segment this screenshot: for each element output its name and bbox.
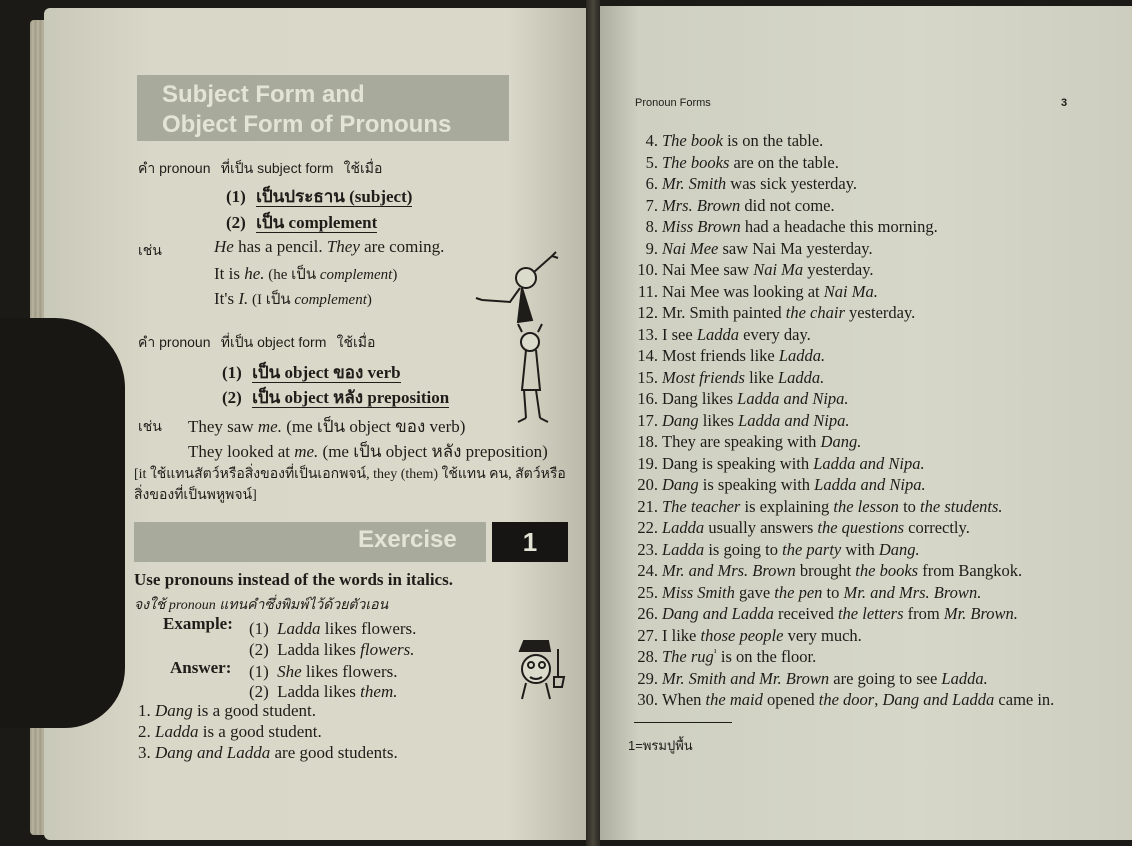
object-example-2-b: me. [294,442,319,461]
item-2-b: is a good student. [198,722,322,741]
list-item-text: to [822,582,844,602]
list-item-text: is speaking with [698,475,815,494]
list-item [622,604,1092,626]
subject-intro-c: ใช้เมื่อ [343,160,383,176]
list-item [622,690,1092,712]
object-intro-a: คำ pronoun [138,334,211,350]
list-item [622,217,1092,239]
note-line-2: สิ่งของที่เป็นพหูพจน์] [134,488,257,503]
object-intro-c: ใช้เมื่อ [336,334,376,350]
example-line-1 [214,237,444,257]
list-item [622,647,1092,669]
list-item [622,153,1092,175]
list-item-text: the students. [920,496,1003,516]
list-item-text: the chair [785,303,845,322]
list-item-text: is on the floor. [716,647,817,666]
list-item-text: Ladda. [777,367,825,387]
list-item-number: 19. [637,453,658,473]
list-item [622,583,1092,605]
list-item-number: 25. [637,582,658,602]
answer-2-num: (2) [249,682,269,701]
list-item-text: Ladda and Nipa. [738,410,850,430]
list-item-text: yesterday. [803,260,874,279]
list-item-text: did not come. [740,195,835,215]
list-item-text: to [898,496,921,516]
running-header: Pronoun Forms [635,97,711,109]
item-3-a: Dang and Ladda [155,743,271,762]
list-item [622,518,1092,540]
list-item-text: Nai Mee was looking at [662,281,824,301]
list-item-text: the lesson [833,496,899,516]
example-2-num: (2) [249,640,269,659]
example-2-a: Ladda likes [277,640,361,659]
example-word-2: เช่น [138,418,162,434]
list-item-text: I see [662,324,697,344]
list-item-text: Mr. and Mrs. Brown [662,561,796,580]
list-item-text: They are speaking with [662,432,821,451]
example-line-2-d: complement [319,267,393,283]
title-line-2: Object Form of Pronouns [162,111,452,138]
list-item-text: Mr. Smith [662,174,727,193]
list-item [622,239,1092,261]
list-item-text: Mr. Smith and Mr. Brown [662,668,830,688]
list-item-text: the maid [705,690,763,709]
list-item-text: the letters [837,604,904,623]
list-item-number: 20. [637,475,658,494]
list-item-text: every day. [739,324,811,344]
list-item [622,389,1092,411]
subject-intro-b: ที่เป็น subject form [220,160,334,176]
answer-1-num: (1) [249,662,269,681]
item-2-a: Ladda [155,722,199,741]
item-2-num: 2. [138,722,151,741]
list-item-text: The books [662,152,730,172]
object-rule-1-num: (1) [222,363,242,382]
list-item-text: Dang. [820,432,862,451]
list-item-text: opened [762,690,819,709]
list-item-number: 12. [637,303,658,322]
list-item-number: 24. [637,561,658,580]
list-item [622,325,1092,347]
object-example-1-b: me. [257,417,282,436]
subject-rule-1-num: (1) [226,187,246,206]
list-item-text: those people [700,625,784,645]
list-item [622,411,1092,433]
list-item-text: I like [662,625,701,645]
note-line-1: [it ใช้แทนสัตว์หรือสิ่งของที่เป็นเอกพจน์, they (them) ใช้แทน คน, สัตว์หรือ [134,467,566,482]
list-item-text: likes [698,410,739,430]
list-item-text: from [903,604,944,623]
list-item-text: gave [734,582,775,602]
list-item-number: 30. [637,690,658,709]
list-item-number: 5. [645,152,658,172]
list-item-text: Dang and Ladda [662,604,774,623]
example-2-b: flowers. [360,640,415,659]
example-word: เช่น [138,242,162,258]
answer-2-a: Ladda likes [277,682,361,701]
list-item [622,303,1092,325]
list-item [622,196,1092,218]
list-item-number: 27. [637,625,658,645]
list-item [622,497,1092,519]
list-item-text: Ladda and Nipa. [814,475,926,494]
example-line-2-e: ) [392,267,398,283]
exercise-instruction: Use pronouns instead of the words in italics. [134,570,453,589]
example-line-1-b: has a pencil. [233,237,327,256]
list-item-text: Dang [662,410,699,430]
list-item-text: Dang is speaking with [662,453,814,473]
list-item [622,432,1092,454]
list-item-text: Ladda and Nipa. [737,389,849,408]
answer-1 [249,662,397,682]
item-1-a: Dang [155,701,193,720]
list-item-text: was sick yesterday. [726,174,858,193]
object-example-1-a: They saw [188,417,258,436]
cartoon-children-illustration [474,250,570,425]
exercise-number: 1 [492,522,568,562]
exercise-list [622,131,1092,712]
book-spine [586,0,600,846]
list-item [622,475,1092,497]
list-item-text: came in. [994,690,1055,709]
subject-rule-2-num: (2) [226,213,246,232]
list-item-text: , [874,690,883,709]
list-item [622,626,1092,648]
example-1-a: Ladda [277,619,321,638]
answer-2-b: them. [360,682,398,701]
example-line-2 [214,262,397,286]
list-item-text: with [841,539,879,559]
list-item [622,174,1092,196]
list-item-number: 6. [645,174,658,193]
example-line-1-d: are coming. [359,237,445,256]
list-item-number: 26. [637,604,658,623]
item-3-b: are good students. [270,743,398,762]
example-line-1-a: He [214,237,234,256]
example-1-num: (1) [249,619,269,638]
list-item-number: 10. [637,260,658,279]
subject-intro [138,158,382,180]
example-line-2-c: (he เป็น [264,267,320,283]
list-item-text: When [662,690,706,709]
cartoon-man-illustration [514,637,574,703]
list-item-text: Miss Smith [662,582,735,602]
list-item-text: Mr. Smith painted [662,303,786,322]
list-item-text: is on the table. [722,131,824,150]
list-item [622,131,1092,153]
list-item-text: Mrs. Brown [662,195,741,215]
list-item-text: Dang likes [662,389,738,408]
list-item-text: is going to [704,539,783,559]
exercise-item-3 [138,743,398,763]
object-example-2 [188,438,548,465]
list-item-text: Most friends like [662,346,779,365]
list-item [622,454,1092,476]
example-line-3-e: ) [366,292,372,308]
list-item-text: Nai Mee saw [662,260,754,279]
example-1 [249,619,416,639]
page-number: 3 [1061,97,1068,109]
list-item-text: Mr. and Mrs. Brown. [843,582,982,602]
list-item-text: like [744,367,778,387]
exercise-item-2 [138,722,322,742]
object-rule-2-text: เป็น object หลัง preposition [252,388,450,407]
object-rule-1 [222,359,401,386]
example-1-b: likes flowers. [320,619,417,638]
example-line-3-d: complement [294,292,367,308]
list-item-text: Ladda [662,518,705,537]
list-item-number: 9. [645,238,658,258]
list-item [622,540,1092,562]
list-item-text: Mr. Brown. [943,604,1018,623]
list-item-text: Dang and Ladda [882,690,995,709]
list-item-number: 22. [637,518,658,537]
list-item-text: Ladda. [941,668,988,688]
answer-1-b: likes flowers. [301,662,398,681]
list-item-number: 28. [637,647,658,666]
footnote-divider [634,722,732,723]
list-item-number: 21. [637,496,658,516]
list-item-text: the party [782,539,842,559]
list-item-text: Ladda. [778,346,826,365]
list-item-text: the pen [774,582,823,602]
list-item-text: the books [855,561,919,580]
example-label: Example: [163,614,233,633]
example-line-1-c: They [326,237,360,256]
item-1-b: is a good student. [192,701,317,720]
list-item-text: Dang [662,475,699,494]
list-item-number: 14. [637,346,658,365]
item-3-num: 3. [138,743,151,762]
answer-1-a: She [277,662,302,681]
thumb-shadow [0,318,125,728]
subject-rule-1 [226,183,412,210]
list-item [622,561,1092,583]
list-item-text: The rug [662,647,714,666]
subject-intro-a: คำ pronoun [138,160,211,176]
answer-2 [249,682,397,702]
page-title [162,80,451,140]
list-item-text: had a headache this morning. [740,217,938,236]
list-item-number: 23. [637,539,658,559]
list-item [622,346,1092,368]
title-line-1: Subject Form and [162,81,365,108]
list-item [622,282,1092,304]
list-item-number: 11. [637,281,658,301]
object-rule-2-num: (2) [222,388,242,407]
list-item-text: Nai Ma. [823,281,878,301]
object-example-2-c: (me เป็น object หลัง preposition) [318,442,548,461]
subject-rule-1-text: เป็นประธาน (subject) [256,187,413,206]
exercise-item-1 [138,701,316,721]
list-item-number: 13. [637,324,658,344]
list-item-text: correctly. [904,518,970,537]
list-item [622,368,1092,390]
list-item [622,669,1092,691]
list-item-number: 18. [637,432,658,451]
object-rule-2 [222,384,449,411]
example-line-3-a: It's [214,289,239,308]
exercise-instruction-thai: จงใช้ pronoun แทนคำซึ่งพิมพ์ไว้ด้วยตัวเอน [134,598,389,613]
list-item-text: yesterday. [844,303,916,322]
list-item-text: The teacher [662,496,741,516]
object-intro-b: ที่เป็น object form [220,334,327,350]
list-item-text: Dang. [878,539,920,559]
list-item-text: from Bangkok. [918,561,1023,580]
list-item-text: Nai Ma [753,260,804,279]
list-item-number: 17. [637,410,658,430]
example-line-3-c: (I เป็น [248,292,295,308]
list-item-text: Ladda [662,539,705,559]
list-item-text: are on the table. [729,152,839,172]
list-item-text: the door [818,690,875,709]
subject-rule-2-text: เป็น complement [256,213,378,232]
subject-rule-2 [226,209,377,236]
object-example-1-c: (me เป็น object ของ verb) [281,417,466,436]
example-line-2-b: he. [244,264,265,283]
list-item-text: very much. [783,625,862,645]
list-item-text: the questions [817,518,905,537]
footnote: 1=พรมปูพื้น [628,738,693,753]
list-item-text: Most friends [662,367,745,387]
answer-label: Answer: [170,658,232,677]
object-example-2-a: They looked at [188,442,295,461]
list-item-text: is explaining [740,496,834,516]
object-intro [138,332,375,354]
list-item-text: saw Nai Ma yesterday. [718,238,873,258]
list-item-number: 4. [645,131,658,150]
list-item-number: 29. [637,668,658,688]
list-item-text: received [773,604,838,623]
list-item-number: 8. [645,217,658,236]
object-rule-1-text: เป็น object ของ verb [252,363,401,382]
list-item-number: 7. [645,195,658,215]
list-item [622,260,1092,282]
object-example-1 [188,413,465,440]
example-line-3-b: I. [238,289,249,308]
list-item-number: 15. [637,367,658,387]
list-item-text: ¹ [713,647,717,659]
example-line-2-a: It is [214,264,245,283]
list-item-text: Nai Mee [662,238,719,258]
list-item-number: 16. [637,389,658,408]
list-item-text: The book [662,131,723,150]
exercise-label: Exercise [358,526,457,553]
example-2 [249,640,414,660]
list-item-text: Ladda [696,324,740,344]
list-item-text: usually answers [704,518,818,537]
list-item-text: Ladda and Nipa. [813,453,925,473]
list-item-text: brought [795,561,856,580]
example-line-3 [214,287,372,311]
list-item-text: Miss Brown [662,217,741,236]
list-item-text: are going to see [829,668,942,688]
item-1-num: 1. [138,701,151,720]
